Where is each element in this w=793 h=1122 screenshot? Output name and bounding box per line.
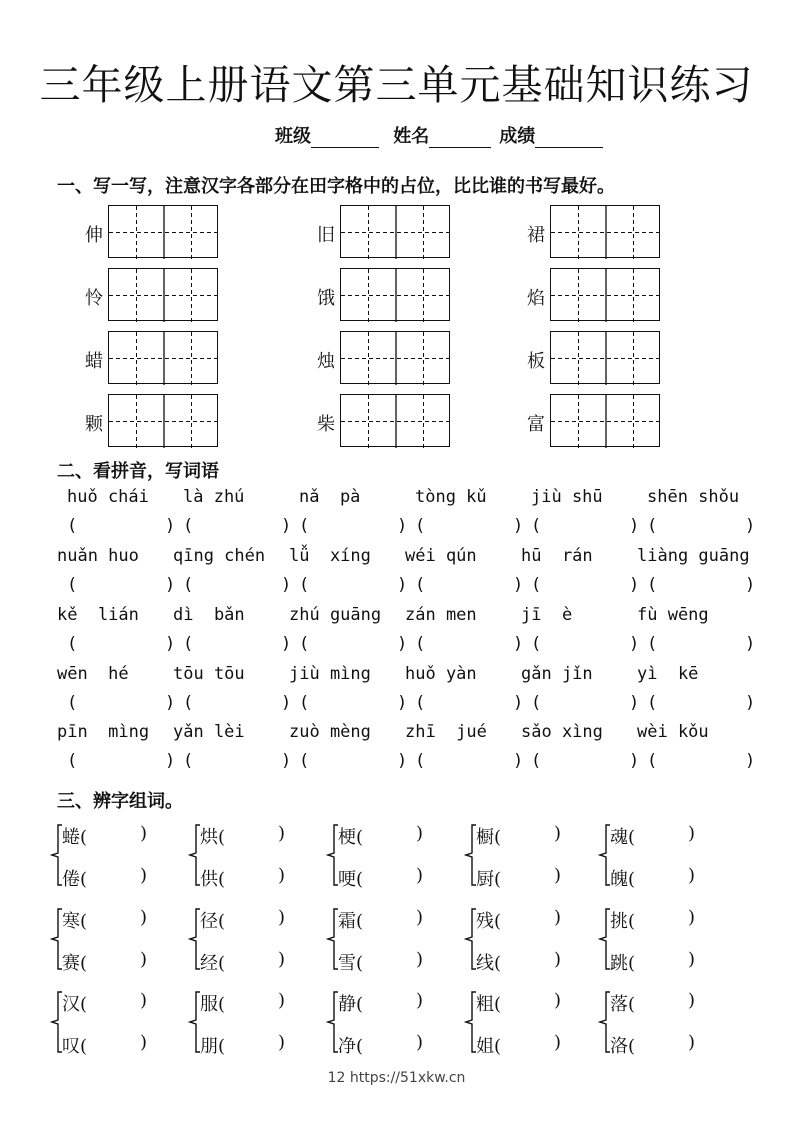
pinyin-prompt: zán men [405, 605, 477, 625]
answer-close-paren[interactable]: ) [140, 907, 148, 928]
answer-open-paren[interactable]: ( [67, 693, 78, 713]
tian-grid-box[interactable] [550, 331, 660, 384]
pinyin-prompt: kě lián [57, 605, 139, 625]
answer-open-paren[interactable]: ( [415, 516, 426, 536]
compare-character: 挑( [610, 911, 636, 932]
answer-open-paren[interactable]: ( [647, 516, 658, 536]
compare-character: 叹( [62, 1036, 88, 1057]
answer-open-paren[interactable]: ( [647, 693, 658, 713]
answer-close-paren[interactable]: ) [278, 907, 286, 928]
practice-character: 板 [527, 351, 545, 372]
pinyin-prompt: fù wēng [637, 605, 709, 625]
answer-close-paren: ) [629, 516, 640, 536]
tian-grid-box[interactable] [108, 394, 218, 447]
class-blank[interactable] [311, 129, 379, 148]
pinyin-prompt: hū rán [521, 546, 593, 566]
answer-close-paren: ) [281, 693, 292, 713]
compare-character: 姐( [476, 1036, 502, 1057]
char-pair [464, 907, 574, 974]
pinyin-prompt: yǎn lèi [173, 722, 245, 742]
tian-grid-box[interactable] [550, 268, 660, 321]
compare-character: 哽( [338, 869, 364, 890]
char-pair [598, 907, 708, 974]
compare-character: 梗( [338, 827, 364, 848]
answer-open-paren[interactable]: ( [183, 634, 194, 654]
char-pair [188, 823, 298, 890]
compare-character: 静( [338, 994, 364, 1015]
answer-open-paren[interactable]: ( [415, 634, 426, 654]
pinyin-prompt: wéi qún [405, 546, 477, 566]
compare-character: 洛( [610, 1036, 636, 1057]
answer-open-paren[interactable]: ( [299, 575, 310, 595]
answer-close-paren: ) [165, 693, 176, 713]
compare-character: 赛( [62, 953, 88, 974]
tian-grid-box[interactable] [108, 268, 218, 321]
answer-open-paren[interactable]: ( [183, 751, 194, 771]
compare-character: 落( [610, 994, 636, 1015]
answer-open-paren[interactable]: ( [531, 693, 542, 713]
answer-open-paren[interactable]: ( [647, 634, 658, 654]
answer-open-paren[interactable]: ( [183, 693, 194, 713]
answer-close-paren[interactable]: ) [416, 823, 424, 844]
answer-open-paren[interactable]: ( [67, 575, 78, 595]
answer-close-paren[interactable]: ) [554, 990, 562, 1011]
answer-open-paren[interactable]: ( [415, 693, 426, 713]
page-footer: 12 https://51xkw.cn [327, 1070, 466, 1086]
compare-character: 寒( [62, 911, 88, 932]
answer-close-paren[interactable]: ) [688, 949, 696, 970]
compare-character: 净( [338, 1036, 364, 1057]
answer-close-paren: ) [513, 575, 524, 595]
char-pair [598, 823, 708, 890]
page-title: 三年级上册语文第三单元基础知识练习 [39, 61, 754, 109]
char-pair [188, 907, 298, 974]
answer-close-paren[interactable]: ) [278, 990, 286, 1011]
tian-grid-box[interactable] [340, 268, 450, 321]
section3-heading: 三、辨字组词。 [57, 791, 183, 812]
compare-character: 经( [200, 953, 226, 974]
char-pair [188, 990, 298, 1057]
pinyin-prompt: zuò mèng [289, 722, 371, 742]
answer-close-paren: ) [397, 693, 408, 713]
name-blank[interactable] [429, 129, 491, 148]
tian-grid-box[interactable] [340, 394, 450, 447]
char-pair [464, 990, 574, 1057]
answer-open-paren[interactable]: ( [531, 634, 542, 654]
pinyin-prompt: jī è [521, 605, 573, 625]
tian-grid-box[interactable] [108, 331, 218, 384]
compare-character: 残( [476, 911, 502, 932]
answer-open-paren[interactable]: ( [183, 575, 194, 595]
answer-close-paren: ) [165, 634, 176, 654]
pinyin-prompt: gǎn jǐn [521, 664, 593, 684]
answer-close-paren[interactable]: ) [416, 907, 424, 928]
pinyin-prompt: tōu tōu [173, 664, 245, 684]
answer-close-paren[interactable]: ) [140, 1032, 148, 1053]
compare-character: 服( [200, 994, 226, 1015]
answer-close-paren[interactable]: ) [278, 823, 286, 844]
tian-grid-box[interactable] [550, 205, 660, 258]
answer-close-paren: ) [165, 516, 176, 536]
pinyin-prompt: sǎo xìng [521, 722, 603, 742]
pinyin-prompt: qīng chén [173, 546, 266, 566]
pinyin-prompt: nǎ pà [299, 487, 361, 507]
compare-character: 橱( [476, 827, 502, 848]
pinyin-prompt: jiù shū [531, 487, 603, 507]
answer-close-paren[interactable]: ) [278, 865, 286, 886]
answer-close-paren[interactable]: ) [554, 823, 562, 844]
answer-open-paren[interactable]: ( [299, 516, 310, 536]
practice-character: 伸 [85, 225, 103, 246]
pinyin-prompt: liàng guāng [637, 546, 750, 566]
pinyin-prompt: huǒ chái [67, 487, 149, 507]
answer-open-paren[interactable]: ( [415, 575, 426, 595]
answer-close-paren[interactable]: ) [278, 1032, 286, 1053]
pinyin-prompt: jiù mìng [289, 664, 371, 684]
compare-character: 径( [200, 911, 226, 932]
answer-open-paren[interactable]: ( [531, 516, 542, 536]
practice-character: 裙 [527, 225, 545, 246]
char-pair [598, 990, 708, 1057]
class-label: 班级 [275, 126, 311, 147]
compare-character: 跳( [610, 953, 636, 974]
answer-open-paren[interactable]: ( [67, 516, 78, 536]
pinyin-prompt: lǚ xíng [289, 546, 371, 566]
answer-open-paren[interactable]: ( [647, 751, 658, 771]
pinyin-prompt: zhī jué [405, 722, 487, 742]
tian-grid-box[interactable] [340, 205, 450, 258]
section2-heading: 二、看拼音，写词语 [57, 461, 219, 482]
answer-close-paren: ) [513, 634, 524, 654]
answer-close-paren[interactable]: ) [278, 949, 286, 970]
pinyin-prompt: shēn shǒu [647, 487, 740, 507]
name-label: 姓名 [393, 126, 430, 147]
answer-open-paren[interactable]: ( [647, 575, 658, 595]
pinyin-prompt: wēn hé [57, 664, 129, 684]
char-pair [326, 990, 436, 1057]
answer-close-paren[interactable]: ) [688, 865, 696, 886]
char-pair [50, 990, 160, 1057]
answer-close-paren: ) [397, 634, 408, 654]
answer-close-paren: ) [745, 693, 756, 713]
answer-close-paren[interactable]: ) [416, 865, 424, 886]
answer-close-paren: ) [281, 751, 292, 771]
compare-character: 供( [200, 869, 226, 890]
answer-open-paren[interactable]: ( [299, 751, 310, 771]
answer-close-paren[interactable]: ) [554, 907, 562, 928]
answer-open-paren[interactable]: ( [67, 751, 78, 771]
answer-close-paren: ) [513, 693, 524, 713]
practice-character: 饿 [317, 288, 335, 309]
pinyin-prompt: zhú guāng [289, 605, 382, 625]
answer-open-paren[interactable]: ( [531, 575, 542, 595]
answer-close-paren: ) [281, 634, 292, 654]
practice-character: 富 [527, 414, 545, 435]
answer-open-paren[interactable]: ( [531, 751, 542, 771]
practice-character: 烛 [317, 351, 335, 372]
answer-close-paren: ) [397, 516, 408, 536]
char-pair [50, 907, 160, 974]
answer-close-paren: ) [745, 634, 756, 654]
compare-character: 蜷( [62, 827, 88, 848]
compare-character: 倦( [62, 869, 88, 890]
compare-character: 线( [476, 953, 502, 974]
tian-grid-box[interactable] [108, 205, 218, 258]
practice-character: 怜 [85, 288, 103, 309]
practice-character: 焰 [527, 288, 545, 309]
student-info [275, 122, 611, 148]
compare-character: 厨( [476, 869, 502, 890]
answer-close-paren[interactable]: ) [416, 1032, 424, 1053]
pinyin-prompt: nuǎn huo [57, 546, 139, 566]
answer-open-paren[interactable]: ( [67, 634, 78, 654]
char-pair [326, 907, 436, 974]
compare-character: 汉( [62, 994, 88, 1015]
answer-close-paren[interactable]: ) [688, 823, 696, 844]
score-label: 成绩 [499, 126, 536, 147]
compare-character: 魂( [610, 827, 636, 848]
answer-close-paren[interactable]: ) [140, 823, 148, 844]
tian-grid-box[interactable] [550, 394, 660, 447]
answer-close-paren[interactable]: ) [416, 949, 424, 970]
answer-close-paren[interactable]: ) [554, 949, 562, 970]
answer-close-paren: ) [281, 516, 292, 536]
pinyin-prompt: pīn mìng [57, 722, 150, 742]
practice-character: 旧 [317, 225, 335, 246]
compare-character: 魄( [610, 869, 636, 890]
answer-open-paren[interactable]: ( [299, 693, 310, 713]
tian-grid-box[interactable] [340, 331, 450, 384]
compare-character: 朋( [200, 1036, 226, 1057]
compare-character: 雪( [338, 953, 364, 974]
answer-close-paren: ) [629, 634, 640, 654]
char-pair [464, 823, 574, 890]
answer-close-paren: ) [513, 751, 524, 771]
compare-character: 烘( [200, 827, 226, 848]
practice-character: 蜡 [85, 351, 103, 372]
char-pair [50, 823, 160, 890]
answer-close-paren: ) [397, 575, 408, 595]
answer-close-paren: ) [629, 751, 640, 771]
answer-close-paren: ) [745, 575, 756, 595]
answer-close-paren: ) [165, 751, 176, 771]
answer-close-paren: ) [629, 575, 640, 595]
answer-close-paren: ) [281, 575, 292, 595]
pinyin-prompt: là zhú [183, 487, 245, 507]
answer-close-paren[interactable]: ) [416, 990, 424, 1011]
compare-character: 粗( [476, 994, 502, 1015]
answer-close-paren: ) [745, 516, 756, 536]
answer-close-paren: ) [165, 575, 176, 595]
char-pair [326, 823, 436, 890]
pinyin-prompt: wèi kǒu [637, 722, 709, 742]
section1-heading: 一、写一写，注意汉字各部分在田字格中的占位，比比谁的书写最好。 [57, 176, 615, 197]
pinyin-prompt: yì kē [637, 664, 699, 684]
answer-close-paren[interactable]: ) [688, 990, 696, 1011]
practice-character: 柴 [317, 414, 335, 435]
answer-open-paren[interactable]: ( [415, 751, 426, 771]
pinyin-prompt: huǒ yàn [405, 664, 477, 684]
compare-character: 霜( [338, 911, 364, 932]
answer-close-paren: ) [745, 751, 756, 771]
answer-open-paren[interactable]: ( [299, 634, 310, 654]
answer-close-paren: ) [397, 751, 408, 771]
pinyin-prompt: tòng kǔ [415, 487, 487, 507]
answer-close-paren[interactable]: ) [688, 1032, 696, 1053]
answer-close-paren: ) [629, 693, 640, 713]
answer-close-paren[interactable]: ) [140, 865, 148, 886]
pinyin-prompt: dì bǎn [173, 605, 245, 625]
practice-character: 颗 [85, 414, 103, 435]
answer-close-paren: ) [513, 516, 524, 536]
answer-close-paren[interactable]: ) [688, 907, 696, 928]
answer-close-paren[interactable]: ) [140, 990, 148, 1011]
answer-close-paren[interactable]: ) [554, 865, 562, 886]
answer-close-paren[interactable]: ) [554, 1032, 562, 1053]
answer-close-paren[interactable]: ) [140, 949, 148, 970]
answer-open-paren[interactable]: ( [183, 516, 194, 536]
score-blank[interactable] [535, 129, 603, 148]
